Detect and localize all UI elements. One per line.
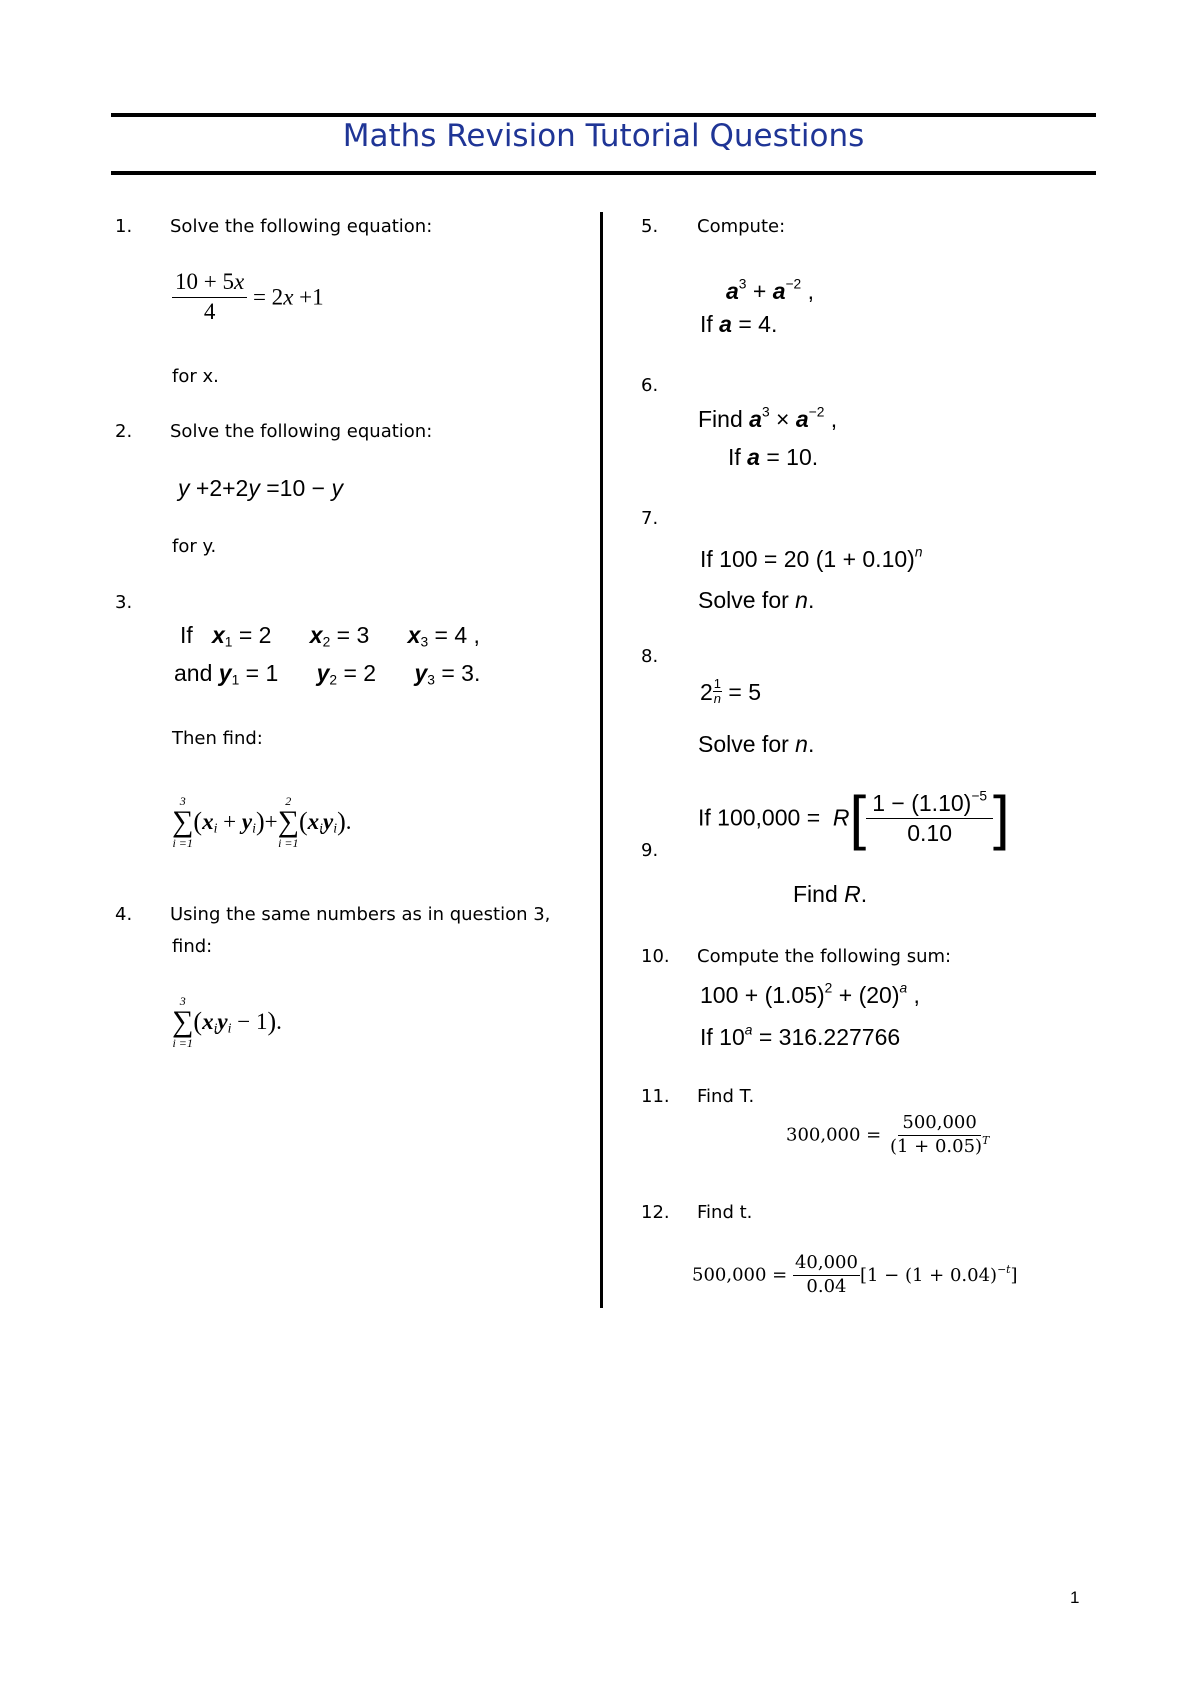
q2-equation: y +2+2y =10 − y bbox=[178, 475, 343, 501]
q10-expression: $100 + (1.05)^2 + (20)^a$ , bbox=[700, 980, 920, 1008]
q10-condition: If $10^a = 316.227766$ bbox=[700, 1022, 901, 1050]
q12-equation: 500,000 = $\frac{40,000}{0.04}$ $[1 - (1 + 0.04)^{-t}]$ bbox=[692, 1252, 1018, 1297]
q12-number: 12. bbox=[641, 1202, 670, 1223]
q5-condition: If a = 4. bbox=[700, 311, 778, 337]
column-divider bbox=[600, 212, 603, 1308]
q7-equation: If 100 = 20 $(1 + 0.10)^n$ bbox=[700, 544, 923, 572]
q3-then-text: Then find: bbox=[172, 728, 263, 749]
q5-number: 5. bbox=[641, 216, 659, 237]
q1-for-text: for x. bbox=[172, 366, 219, 387]
q1-label: Solve the following equation: bbox=[170, 216, 433, 237]
q11-number: 11. bbox=[641, 1086, 670, 1107]
q4-number: 4. bbox=[115, 904, 133, 925]
q11-equation: 300,000 = $\frac{500,000}{(1 + 0.05)^T}$ bbox=[786, 1112, 990, 1157]
q2-for-text: for y. bbox=[172, 536, 217, 557]
q3-given-y: and $y_1 = 1$ $y_2 = 2$ $y_3 = 3$. bbox=[174, 660, 481, 688]
q3-expression: 3 ∑ i =1 $(x_i + y_i)+$ 2 ∑ i =1 $(x_iy_i)$. bbox=[172, 794, 352, 850]
q4-expression: 3 ∑ i =1 $(x_iy_i - 1)$. bbox=[172, 994, 282, 1050]
page-title: Maths Revision Tutorial Questions bbox=[342, 118, 865, 154]
q5-label: Compute: bbox=[697, 216, 786, 237]
q8-equation: 2 $\frac{1}{n}$ = 5 bbox=[700, 676, 762, 706]
q2-number: 2. bbox=[115, 421, 133, 442]
q10-number: 10. bbox=[641, 946, 670, 967]
q3-number: 3. bbox=[115, 592, 133, 613]
q4-label-line1: Using the same numbers as in question 3, bbox=[170, 904, 551, 925]
q12-label: Find t. bbox=[697, 1202, 753, 1223]
top-rule bbox=[111, 113, 1096, 117]
q1-number: 1. bbox=[115, 216, 133, 237]
q6-expression: Find $a^3 \times a^{-2}$ , bbox=[698, 404, 838, 432]
q9-instruction: Find R. bbox=[793, 881, 868, 907]
q7-instruction: Solve for n. bbox=[698, 587, 815, 613]
page-number: 1 bbox=[1070, 1588, 1080, 1607]
q7-number: 7. bbox=[641, 508, 659, 529]
q6-number: 6. bbox=[641, 375, 659, 396]
q3-given-x: If $x_1 = 2$ $x_2 = 3$ $x_3 = 4$ , bbox=[180, 622, 480, 650]
q11-label: Find T. bbox=[697, 1086, 755, 1107]
title-underline bbox=[111, 171, 1096, 175]
q1-equation: $\frac{10 + 5x}{4}$ = 2x +1 bbox=[172, 268, 324, 327]
q5-expression: $a^3 + a^{-2}$ , bbox=[726, 276, 815, 304]
q4-label-line2: find: bbox=[172, 936, 213, 957]
q9-equation: If 100,000 = R[ $\frac{1 - (1.10)^{-5}}{0.10}$ ] bbox=[698, 784, 1010, 851]
q6-condition: If a = 10. bbox=[728, 444, 819, 470]
q8-number: 8. bbox=[641, 646, 659, 667]
q8-instruction: Solve for n. bbox=[698, 731, 815, 757]
q9-number: 9. bbox=[641, 840, 659, 861]
q10-label: Compute the following sum: bbox=[697, 946, 952, 967]
q2-label: Solve the following equation: bbox=[170, 421, 433, 442]
